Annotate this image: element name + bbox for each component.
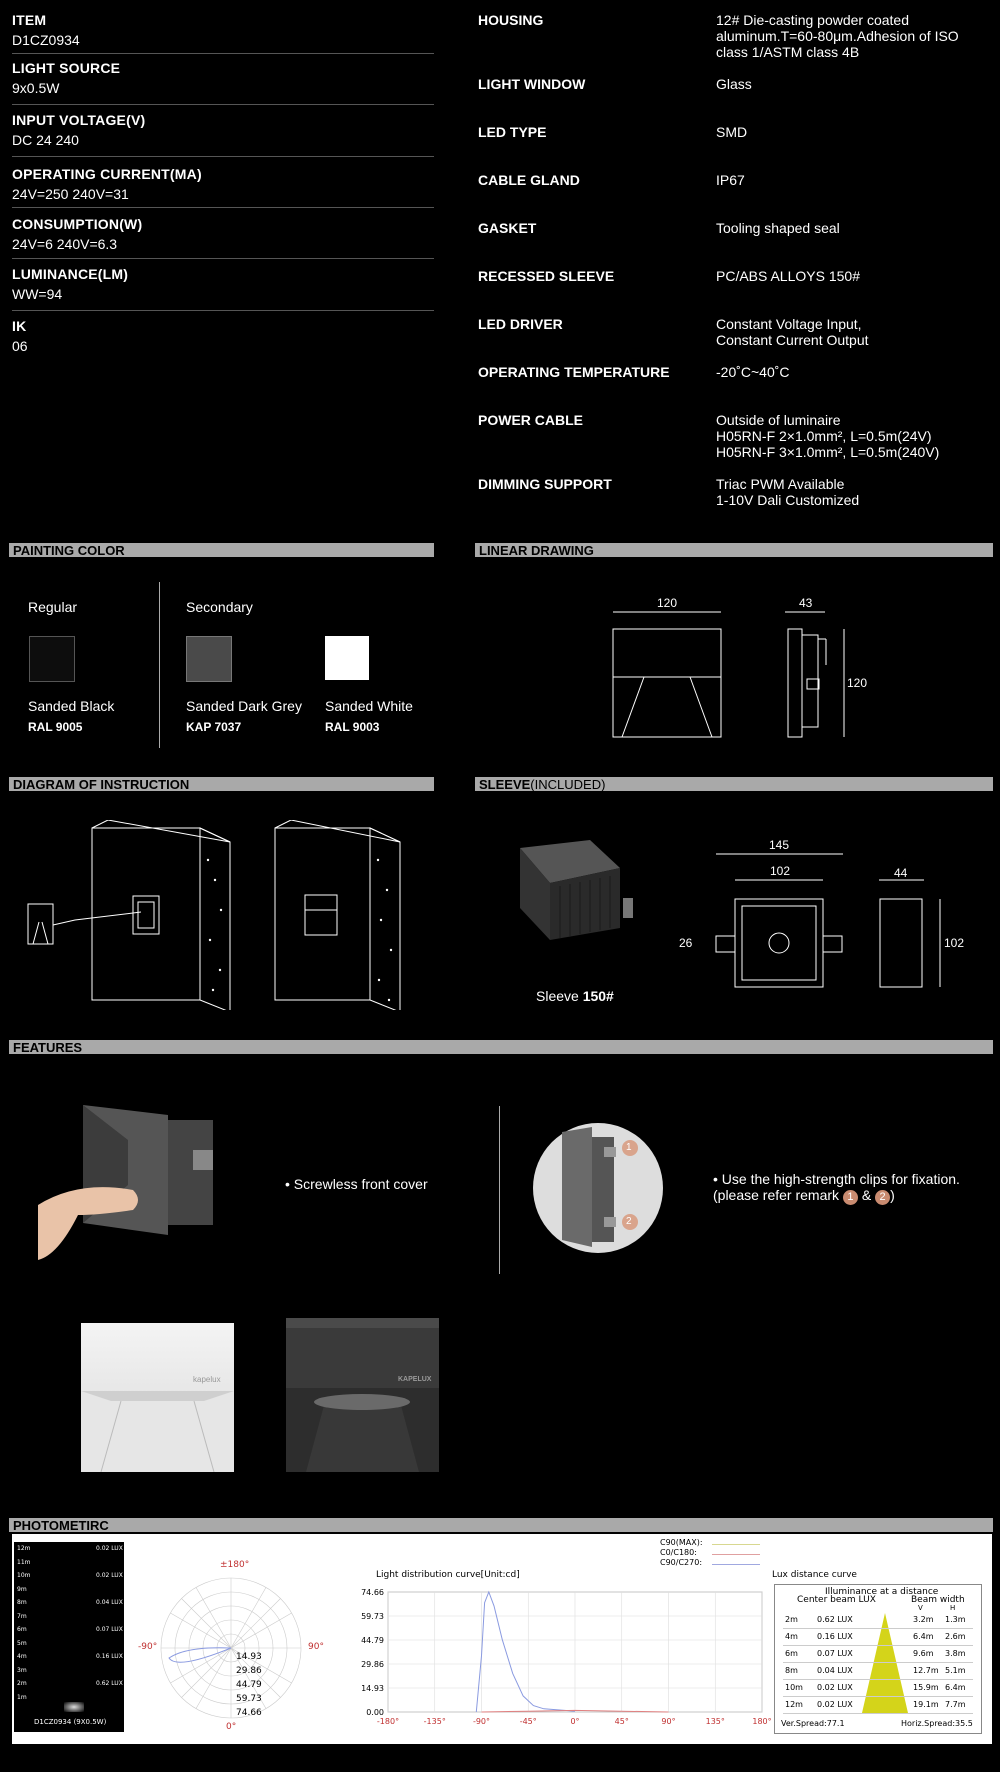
spec-value — [716, 476, 859, 508]
brand-logo: kapelux — [193, 1375, 221, 1384]
spec-label: OPERATING CURRENT(MA) — [12, 166, 202, 182]
value-line: SMD — [716, 124, 748, 140]
divider — [12, 104, 434, 105]
y-tick-label: 29.86 — [361, 1660, 384, 1670]
section-header-features: FEATURES — [9, 1040, 993, 1054]
remark-badge-1: 1 — [843, 1190, 858, 1205]
spec-item — [12, 12, 434, 48]
sleeve-title: SLEEVE — [479, 777, 531, 792]
hor-spread: Horiz.Spread:35.5 — [901, 1719, 973, 1728]
isolux-distance: 1m — [17, 1693, 27, 1701]
spec-label: GASKET — [478, 220, 537, 236]
value-line: -20˚C~40˚C — [716, 364, 790, 380]
photometric-panel — [12, 1534, 992, 1744]
value-line: PC/ABS ALLOYS 150# — [716, 268, 860, 284]
dim-sleeve-inner: 102 — [770, 864, 791, 878]
isolux-value: 0.62 LUX — [96, 1680, 123, 1687]
legend-entry: C0/C180: — [660, 1548, 697, 1557]
legend-swatch — [712, 1554, 760, 1555]
spec-label: CABLE GLAND — [478, 172, 580, 188]
spec-value — [716, 172, 745, 188]
caption-bold: 150# — [582, 988, 614, 1004]
spec-label: OPERATING TEMPERATURE — [478, 364, 670, 380]
lux-cell: 9.6m — [913, 1649, 934, 1658]
isolux-distance: 9m — [17, 1585, 27, 1593]
dim-sleeve-outer: 145 — [769, 838, 790, 852]
color-name: Sanded White — [325, 698, 413, 714]
lux-header-center: Center beam LUX — [797, 1595, 876, 1605]
lux-row-divider — [783, 1628, 973, 1629]
secondary-label: Secondary — [186, 599, 253, 615]
lux-cell: 12.7m — [913, 1666, 939, 1675]
remark-and: & — [857, 1187, 876, 1203]
isolux-distance: 5m — [17, 1639, 27, 1647]
white-luminaire-shape — [81, 1323, 234, 1472]
value-line: Outside of luminaire — [716, 412, 841, 428]
color-name: Sanded Black — [28, 698, 115, 714]
x-tick-label: 180° — [752, 1717, 772, 1726]
spec-label: LIGHT WINDOW — [478, 76, 586, 92]
value-line: H05RN-F 2×1.0mm², L=0.5m(24V) — [716, 428, 932, 444]
spec-item — [12, 216, 434, 252]
lux-cell: 6.4m — [945, 1683, 966, 1692]
value-line: aluminum.T=60-80μm.Adhesion of ISO — [716, 28, 959, 44]
polar-label-top: ±180° — [220, 1560, 250, 1570]
spec-label: RECESSED SLEEVE — [478, 268, 615, 284]
lux-cell: 2m — [785, 1615, 798, 1624]
spec-item — [12, 60, 434, 96]
dim-sleeve-depth: 44 — [894, 866, 908, 880]
spec-item — [12, 318, 434, 354]
dim-height: 120 — [847, 676, 868, 690]
curve-title: Light distribution curve[Unit:cd] — [376, 1570, 520, 1580]
spec-label: POWER CABLE — [478, 412, 583, 428]
lux-cell: 5.1m — [945, 1666, 966, 1675]
isolux-distance: 3m — [17, 1666, 27, 1674]
color-code: RAL 9005 — [28, 720, 83, 734]
polar-label-bottom: 0° — [226, 1722, 237, 1732]
value-line: IP67 — [716, 172, 745, 188]
polar-label-left: -90° — [138, 1642, 158, 1652]
dim-width: 120 — [657, 596, 678, 610]
isolux-value: 0.16 LUX — [96, 1653, 123, 1660]
lux-header-beam: Beam width — [911, 1595, 965, 1605]
lux-row-divider — [783, 1645, 973, 1646]
lux-header-h: H — [950, 1604, 956, 1612]
value-line: H05RN-F 3×1.0mm², L=0.5m(240V) — [716, 444, 940, 460]
spec-value — [716, 364, 790, 380]
feature-clip-photo — [532, 1122, 664, 1254]
isolux-value: 0.02 LUX — [96, 1545, 123, 1552]
spec-label: CONSUMPTION(W) — [12, 216, 143, 232]
lux-cell: 12m — [785, 1700, 803, 1709]
lux-row-divider — [783, 1662, 973, 1663]
value-line: Constant Current Output — [716, 332, 869, 348]
lux-cell: 6.4m — [913, 1632, 934, 1641]
spec-value — [716, 76, 752, 92]
isolux-distance: 10m — [17, 1572, 31, 1579]
lux-table-box — [774, 1584, 982, 1734]
polar-tick: 44.79 — [236, 1680, 262, 1690]
polar-diagram — [137, 1554, 327, 1744]
legend-swatch — [712, 1544, 760, 1545]
lux-cell: 0.02 LUX — [817, 1700, 853, 1709]
section-header-linear-drawing: LINEAR DRAWING — [475, 543, 993, 557]
sleeve-caption — [536, 988, 614, 1004]
divider — [499, 1106, 500, 1274]
y-tick-label: 44.79 — [361, 1636, 384, 1646]
legend-swatch — [712, 1564, 760, 1565]
x-tick-label: 0° — [570, 1717, 580, 1726]
spec-label: LED DRIVER — [478, 316, 563, 332]
lux-distance-title: Lux distance curve — [772, 1570, 857, 1580]
light-distribution-chart — [342, 1582, 772, 1744]
series-line — [476, 1592, 575, 1712]
spec-value — [716, 268, 860, 284]
feature-screwless: • Screwless front cover — [285, 1176, 428, 1192]
color-name: Sanded Dark Grey — [186, 698, 302, 714]
section-header-photometric: PHOTOMETIRC — [9, 1518, 993, 1532]
isolux-distance: 2m — [17, 1680, 27, 1687]
value-line: Constant Voltage Input, — [716, 316, 862, 332]
isolux-distance: 12m — [17, 1545, 31, 1552]
spec-value — [716, 316, 869, 348]
lux-row-divider — [783, 1696, 973, 1697]
section-header-sleeve — [475, 777, 993, 791]
brand-logo: KAPELUX — [398, 1376, 432, 1383]
lux-cell: 2.6m — [945, 1632, 966, 1641]
y-tick-label: 74.66 — [361, 1588, 384, 1597]
dim-sleeve-side: 26 — [679, 936, 693, 950]
polar-tick: 29.86 — [236, 1666, 262, 1676]
x-tick-label: -180° — [376, 1717, 400, 1726]
remark-badge-2: 2 — [875, 1190, 890, 1205]
lux-cell: 0.16 LUX — [817, 1632, 853, 1641]
value-line: class 1/ASTM class 4B — [716, 44, 860, 60]
section-header-diagram: DIAGRAM OF INSTRUCTION — [9, 777, 434, 791]
installation-diagram — [25, 820, 425, 1010]
spec-item — [12, 266, 434, 302]
spec-label: LED TYPE — [478, 124, 547, 140]
divider — [12, 156, 434, 157]
sleeve-drawing — [690, 840, 980, 990]
spec-label: DIMMING SUPPORT — [478, 476, 612, 492]
lux-cell: 15.9m — [913, 1683, 939, 1692]
linear-drawing-svg — [600, 595, 860, 745]
color-code: RAL 9003 — [325, 720, 380, 734]
color-code: KAP 7037 — [186, 720, 242, 734]
remark-text: (please refer remark — [713, 1187, 843, 1203]
dim-depth: 43 — [799, 596, 813, 610]
lux-cell: 0.07 LUX — [817, 1649, 853, 1658]
legend-entry: C90/C270: — [660, 1558, 703, 1567]
x-tick-label: -90° — [472, 1717, 491, 1726]
legend-entry: C90(MAX): — [660, 1538, 703, 1547]
y-tick-label: 0.00 — [366, 1708, 384, 1717]
lux-cell: 0.04 LUX — [817, 1666, 853, 1675]
grey-luminaire-shape — [286, 1318, 439, 1472]
spec-label: LUMINANCE(LM) — [12, 266, 129, 282]
section-header-painting-color: PAINTING COLOR — [9, 543, 434, 557]
color-swatch-dark-grey — [186, 636, 232, 682]
value-line: Tooling shaped seal — [716, 220, 840, 236]
feature-clips-remark — [713, 1187, 895, 1205]
color-swatch-black — [29, 636, 75, 682]
spec-item — [12, 112, 434, 148]
spec-value — [716, 412, 939, 460]
spec-value: DC 24 240 — [12, 132, 79, 148]
lux-header-v: V — [918, 1604, 923, 1612]
remark-close: ) — [890, 1187, 895, 1203]
spec-value: WW=94 — [12, 286, 63, 302]
spec-item — [12, 166, 434, 202]
divider — [12, 310, 434, 311]
spec-value: 24V=6 240V=6.3 — [12, 236, 118, 252]
divider — [12, 207, 434, 208]
lux-row-divider — [783, 1713, 973, 1714]
feature-photo-cover — [38, 1105, 228, 1260]
lux-cell: 7.7m — [945, 1700, 966, 1709]
caption-text: Sleeve — [536, 988, 583, 1004]
spec-value — [716, 124, 747, 140]
spec-label: HOUSING — [478, 12, 544, 28]
isolux-value: 0.02 LUX — [96, 1572, 123, 1579]
lux-cell: 19.1m — [913, 1700, 939, 1709]
isolux-distance: 11m — [17, 1558, 31, 1566]
lux-cell: 4m — [785, 1632, 798, 1641]
color-swatch-white — [325, 636, 369, 680]
product-photo-grey — [286, 1318, 439, 1472]
lux-cell: 6m — [785, 1649, 798, 1658]
polar-tick: 14.93 — [236, 1652, 262, 1662]
lux-cell: 8m — [785, 1666, 798, 1675]
lux-table-title: Illuminance at a distance — [825, 1587, 939, 1597]
spec-value — [716, 12, 959, 60]
divider — [12, 53, 434, 54]
lux-cell: 1.3m — [945, 1615, 966, 1624]
lux-cell: 0.02 LUX — [817, 1683, 853, 1692]
product-photo-white — [81, 1323, 234, 1472]
x-tick-label: -45° — [519, 1717, 537, 1726]
light-spot — [64, 1702, 84, 1712]
isolux-caption: D1CZ0934 (9X0.5W) — [34, 1718, 107, 1726]
y-tick-label: 59.73 — [361, 1611, 384, 1621]
polar-tick: 59.73 — [236, 1694, 262, 1704]
isolux-distance: 7m — [17, 1612, 27, 1620]
value-line: 12# Die-casting powder coated — [716, 12, 910, 28]
lux-row-divider — [783, 1679, 973, 1680]
x-tick-label: 90° — [661, 1717, 676, 1726]
isolux-distance: 8m — [17, 1599, 27, 1606]
lux-cell: 3.2m — [913, 1615, 934, 1624]
value-line: Triac PWM Available — [716, 476, 845, 492]
x-tick-label: 135° — [705, 1717, 725, 1726]
y-tick-label: 14.93 — [361, 1684, 384, 1694]
spec-value — [716, 220, 840, 236]
divider — [12, 258, 434, 259]
isolux-value: 0.07 LUX — [96, 1626, 123, 1633]
clip-marker-2: 2 — [626, 1216, 632, 1227]
spec-label: INPUT VOLTAGE(V) — [12, 112, 146, 128]
x-tick-label: -135° — [423, 1717, 446, 1726]
clip-marker-1: 1 — [626, 1142, 632, 1153]
spec-value: 9x0.5W — [12, 80, 60, 96]
spec-value: D1CZ0934 — [12, 32, 80, 48]
value-line: 1-10V Dali Customized — [716, 492, 860, 508]
isolux-distance: 6m — [17, 1626, 27, 1633]
spec-value: 06 — [12, 338, 28, 354]
x-tick-label: 45° — [614, 1717, 629, 1726]
isolux-value: 0.04 LUX — [96, 1599, 123, 1606]
feature-clips: • Use the high-strength clips for fixation. — [713, 1171, 960, 1187]
isolux-diagram — [14, 1542, 124, 1732]
spec-label: ITEM — [12, 12, 47, 28]
lux-cell: 10m — [785, 1683, 803, 1692]
divider — [159, 582, 160, 748]
value-line: Glass — [716, 76, 752, 92]
spec-label: LIGHT SOURCE — [12, 60, 121, 76]
spec-label: IK — [12, 318, 27, 334]
spec-value: 24V=250 240V=31 — [12, 186, 129, 202]
lux-cell: 3.8m — [945, 1649, 966, 1658]
lux-cell: 0.62 LUX — [817, 1615, 853, 1624]
sleeve-photo — [515, 838, 635, 948]
regular-label: Regular — [28, 599, 78, 615]
dim-sleeve-height: 102 — [944, 936, 965, 950]
polar-label-right: 90° — [308, 1642, 324, 1652]
sleeve-suffix: (INCLUDED) — [530, 777, 606, 792]
isolux-distance: 4m — [17, 1653, 27, 1660]
polar-tick: 74.66 — [236, 1708, 262, 1718]
ver-spread: Ver.Spread:77.1 — [781, 1719, 845, 1728]
